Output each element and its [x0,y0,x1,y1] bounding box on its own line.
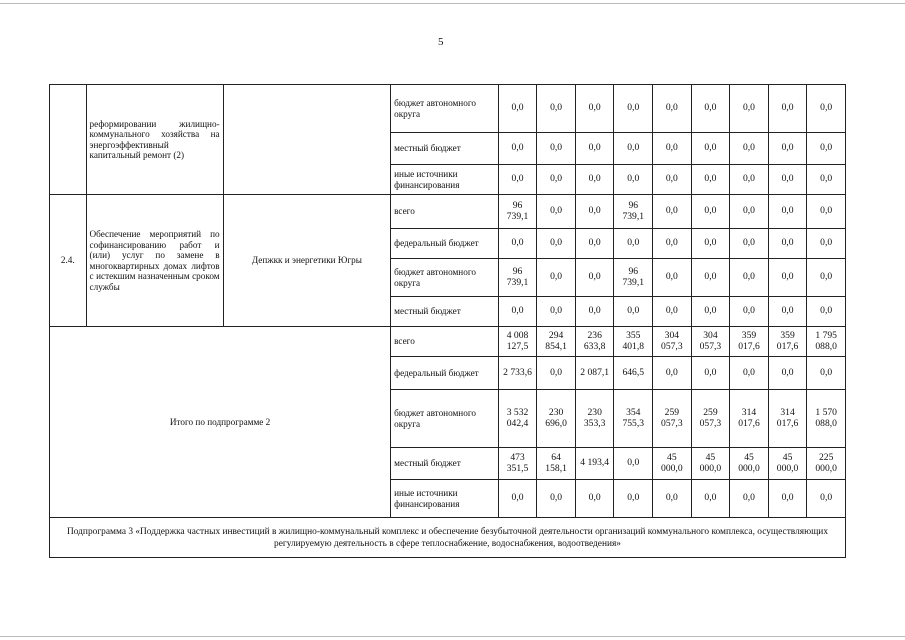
value-cell: 314 017,6 [768,390,807,448]
value-cell: 0,0 [614,297,653,327]
value-cell: 314 017,6 [730,390,769,448]
scan-edge-top [0,3,905,4]
value-cell: 1 795 088,0 [807,327,846,357]
value-cell: 96 739,1 [498,195,537,229]
value-cell: 0,0 [498,165,537,195]
funding-source-cell: всего [391,327,499,357]
value-cell: 0,0 [537,297,576,327]
value-cell: 0,0 [730,297,769,327]
item-number-cell: 2.4. [50,195,87,327]
value-cell: 4 193,4 [575,448,614,480]
value-cell: 0,0 [730,229,769,259]
value-cell: 0,0 [807,480,846,518]
value-cell: 0,0 [691,259,730,297]
value-cell: 96 739,1 [498,259,537,297]
page-number: 5 [438,36,444,48]
value-cell: 259 057,3 [653,390,692,448]
value-cell: 0,0 [807,357,846,390]
value-cell: 0,0 [498,133,537,165]
value-cell: 0,0 [653,480,692,518]
table-row [50,518,846,558]
value-cell: 0,0 [768,480,807,518]
value-cell: 0,0 [653,195,692,229]
value-cell: 4 008 127,5 [498,327,537,357]
value-cell: 45 000,0 [730,448,769,480]
value-cell: 0,0 [807,85,846,133]
value-cell: 225 000,0 [807,448,846,480]
funding-source-cell: бюджет автономного округа [391,390,499,448]
value-cell: 0,0 [807,259,846,297]
value-cell: 0,0 [691,133,730,165]
value-cell: 0,0 [537,133,576,165]
value-cell: 0,0 [653,229,692,259]
value-cell: 0,0 [730,480,769,518]
value-cell: 0,0 [614,229,653,259]
value-cell: 0,0 [691,165,730,195]
value-cell: 45 000,0 [653,448,692,480]
value-cell: 0,0 [653,85,692,133]
value-cell: 304 057,3 [691,327,730,357]
value-cell: 0,0 [537,229,576,259]
value-cell: 0,0 [537,195,576,229]
value-cell: 1 570 088,0 [807,390,846,448]
value-cell: 473 351,5 [498,448,537,480]
measure-name-cell: Обеспечение мероприятий по софинансированию работ и (или) услуг по замене в многоквартирных домах лифтов с истекшим назначенным сроком службы [86,195,223,327]
value-cell: 0,0 [807,195,846,229]
funding-source-cell: местный бюджет [391,297,499,327]
program-funding-table [49,84,846,558]
value-cell: 0,0 [498,229,537,259]
value-cell: 0,0 [498,85,537,133]
value-cell: 0,0 [575,165,614,195]
value-cell: 0,0 [614,165,653,195]
executor-cell: Депжкк и энергетики Югры [223,195,391,327]
funding-source-cell: иные источники финансирования [391,165,499,195]
value-cell: 0,0 [498,480,537,518]
item-number-cell [50,85,87,195]
value-cell: 230 696,0 [537,390,576,448]
value-cell: 0,0 [537,480,576,518]
value-cell: 0,0 [653,357,692,390]
value-cell: 96 739,1 [614,259,653,297]
value-cell: 0,0 [575,85,614,133]
value-cell: 294 854,1 [537,327,576,357]
value-cell: 354 755,3 [614,390,653,448]
value-cell: 0,0 [730,259,769,297]
value-cell: 236 633,8 [575,327,614,357]
value-cell: 0,0 [653,297,692,327]
value-cell: 3 532 042,4 [498,390,537,448]
value-cell: 0,0 [614,85,653,133]
funding-source-cell: всего [391,195,499,229]
value-cell: 230 353,3 [575,390,614,448]
value-cell: 0,0 [653,165,692,195]
scan-edge-bottom [0,636,905,637]
value-cell: 646,5 [614,357,653,390]
value-cell: 0,0 [768,165,807,195]
value-cell: 359 017,6 [768,327,807,357]
table-body [50,85,846,558]
value-cell: 0,0 [730,195,769,229]
value-cell: 0,0 [691,85,730,133]
funding-source-cell: иные источники финансирования [391,480,499,518]
value-cell: 0,0 [730,133,769,165]
value-cell: 0,0 [575,229,614,259]
value-cell: 0,0 [575,480,614,518]
value-cell: 0,0 [653,259,692,297]
value-cell: 0,0 [537,357,576,390]
value-cell: 64 158,1 [537,448,576,480]
value-cell: 0,0 [691,297,730,327]
value-cell: 0,0 [575,133,614,165]
funding-source-cell: федеральный бюджет [391,357,499,390]
value-cell: 0,0 [614,133,653,165]
value-cell: 0,0 [768,195,807,229]
value-cell: 0,0 [691,229,730,259]
value-cell: 0,0 [768,297,807,327]
table-row [50,85,846,133]
value-cell: 0,0 [575,297,614,327]
value-cell: 0,0 [807,297,846,327]
value-cell: 0,0 [653,133,692,165]
value-cell: 0,0 [537,165,576,195]
value-cell: 355 401,8 [614,327,653,357]
value-cell: 0,0 [730,85,769,133]
value-cell: 0,0 [807,133,846,165]
funding-source-cell: местный бюджет [391,448,499,480]
value-cell: 0,0 [691,480,730,518]
value-cell: 259 057,3 [691,390,730,448]
value-cell: 0,0 [768,85,807,133]
value-cell: 0,0 [614,448,653,480]
table-row [50,327,846,357]
value-cell: 0,0 [575,259,614,297]
funding-source-cell: федеральный бюджет [391,229,499,259]
value-cell: 0,0 [768,259,807,297]
value-cell: 45 000,0 [691,448,730,480]
value-cell: 45 000,0 [768,448,807,480]
executor-cell [223,85,391,195]
funding-source-cell: местный бюджет [391,133,499,165]
value-cell: 2 087,1 [575,357,614,390]
value-cell: 0,0 [575,195,614,229]
value-cell: 0,0 [807,229,846,259]
measure-name-cell: реформировании жилищно-коммунального хозяйства на энергоэффективный капитальный ремонт (2) [86,85,223,195]
value-cell: 0,0 [691,357,730,390]
table-row [50,195,846,229]
value-cell: 2 733,6 [498,357,537,390]
value-cell: 0,0 [768,357,807,390]
value-cell: 0,0 [768,133,807,165]
value-cell: 0,0 [614,480,653,518]
value-cell: 0,0 [807,165,846,195]
subprogram-3-title: Подпрограмма 3 «Поддержка частных инвестиций в жилищно-коммунальный комплекс и обеспечение безубыточной деятельности организаций коммунального комплекса, осуществляющих регулируемую деятельность в сфере теплоснабжение, водоснабжения, водоотведения» [50,518,846,558]
value-cell: 0,0 [537,259,576,297]
value-cell: 0,0 [768,229,807,259]
subprogram-total-label: Итого по подпрограмме 2 [50,327,391,518]
value-cell: 0,0 [691,195,730,229]
value-cell: 0,0 [730,357,769,390]
funding-source-cell: бюджет автономного округа [391,85,499,133]
value-cell: 359 017,6 [730,327,769,357]
value-cell: 0,0 [730,165,769,195]
value-cell: 0,0 [537,85,576,133]
funding-source-cell: бюджет автономного округа [391,259,499,297]
value-cell: 96 739,1 [614,195,653,229]
value-cell: 0,0 [498,297,537,327]
value-cell: 304 057,3 [653,327,692,357]
